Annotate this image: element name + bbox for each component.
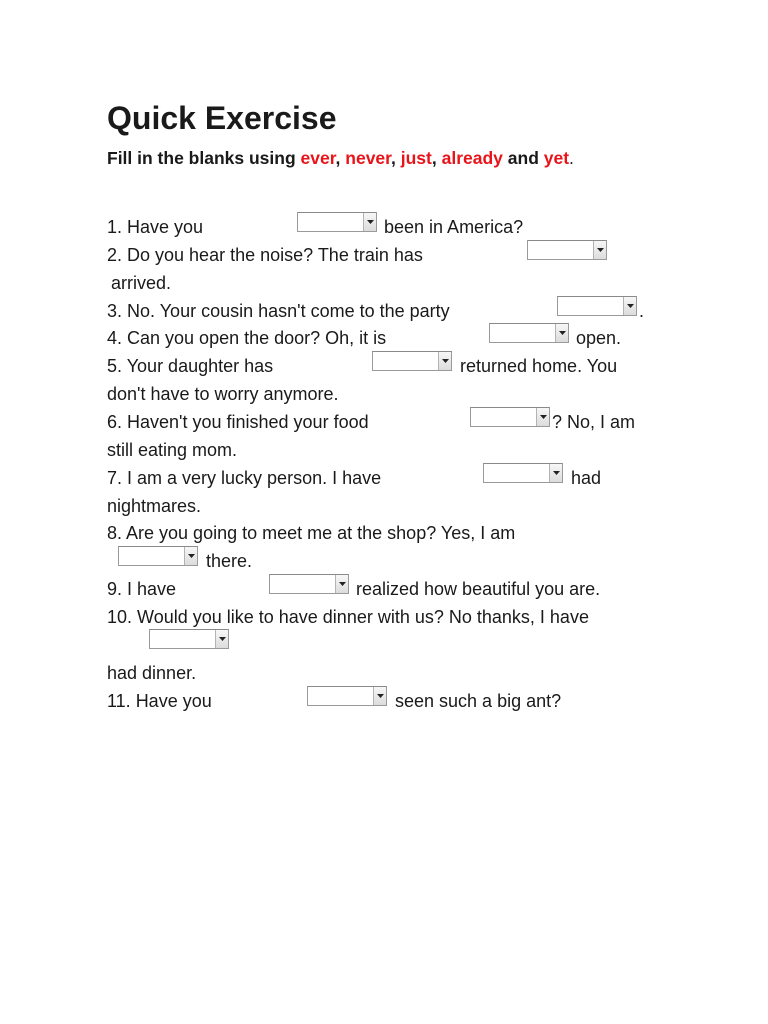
page-title: Quick Exercise xyxy=(107,100,337,136)
question-6-dropdown[interactable] xyxy=(470,407,550,427)
question-1-dropdown[interactable] xyxy=(297,212,377,232)
question-5-after: returned home. You xyxy=(460,356,618,376)
chevron-down-icon xyxy=(555,324,568,342)
question-11-dropdown[interactable] xyxy=(307,686,387,706)
instruction-text xyxy=(107,146,574,170)
chevron-down-icon xyxy=(536,408,549,426)
question-2-dropdown[interactable] xyxy=(527,240,607,260)
question-9-dropdown[interactable] xyxy=(269,574,349,594)
chevron-down-icon xyxy=(373,687,386,705)
separator: , xyxy=(335,148,346,168)
question-7-dropdown[interactable] xyxy=(483,463,563,483)
keyword-already: already xyxy=(441,148,503,168)
question-9-text: 9. I have xyxy=(107,579,177,599)
keyword-ever: ever xyxy=(300,148,336,168)
question-8-text: 8. Are you going to meet me at the shop? Yes, I am xyxy=(107,523,516,543)
chevron-down-icon xyxy=(363,213,376,231)
question-3-after: . xyxy=(639,301,645,321)
chevron-down-icon xyxy=(438,352,451,370)
question-7-after: had xyxy=(571,468,602,488)
chevron-down-icon xyxy=(623,297,636,315)
question-10-line2: had dinner. xyxy=(107,663,197,683)
chevron-down-icon xyxy=(335,575,348,593)
question-6-text: 6. Haven't you finished your food xyxy=(107,412,369,432)
chevron-down-icon xyxy=(215,630,228,648)
keyword-yet: yet xyxy=(543,148,570,168)
separator: , xyxy=(391,148,401,168)
question-1-text: 1. Have you xyxy=(107,217,204,237)
question-6-line2: still eating mom. xyxy=(107,440,238,460)
separator: , xyxy=(431,148,442,168)
question-5-dropdown[interactable] xyxy=(372,351,452,371)
question-10-text: 10. Would you like to have dinner with us? No thanks, I have xyxy=(107,607,589,627)
question-4-after: open. xyxy=(576,328,622,348)
conjunction: and xyxy=(502,148,544,168)
question-6-after: ? No, I am xyxy=(552,412,636,432)
question-1-after: been in America? xyxy=(384,217,524,237)
question-7-line2: nightmares. xyxy=(107,496,202,516)
question-5-text: 5. Your daughter has xyxy=(107,356,274,376)
question-10-dropdown[interactable] xyxy=(149,629,229,649)
question-8-dropdown[interactable] xyxy=(118,546,198,566)
question-11-after: seen such a big ant? xyxy=(395,691,562,711)
question-5-line2: don't have to worry anymore. xyxy=(107,384,339,404)
question-4-dropdown[interactable] xyxy=(489,323,569,343)
keyword-just: just xyxy=(400,148,432,168)
question-11-text: 11. Have you xyxy=(107,691,212,711)
keyword-never: never xyxy=(345,148,392,168)
question-2-line2: arrived. xyxy=(111,273,172,293)
question-9-after: realized how beautiful you are. xyxy=(356,579,601,599)
question-2-text: 2. Do you hear the noise? The train has xyxy=(107,245,423,265)
question-7-text: 7. I am a very lucky person. I have xyxy=(107,468,382,488)
chevron-down-icon xyxy=(549,464,562,482)
instruction-prefix: Fill in the blanks using xyxy=(107,148,301,168)
chevron-down-icon xyxy=(184,547,197,565)
instruction-period: . xyxy=(569,148,574,168)
question-3-text: 3. No. Your cousin hasn't come to the party xyxy=(107,301,450,321)
question-3-dropdown[interactable] xyxy=(557,296,637,316)
question-8-after: there. xyxy=(206,551,253,571)
chevron-down-icon xyxy=(593,241,606,259)
question-4-text: 4. Can you open the door? Oh, it is xyxy=(107,328,387,348)
